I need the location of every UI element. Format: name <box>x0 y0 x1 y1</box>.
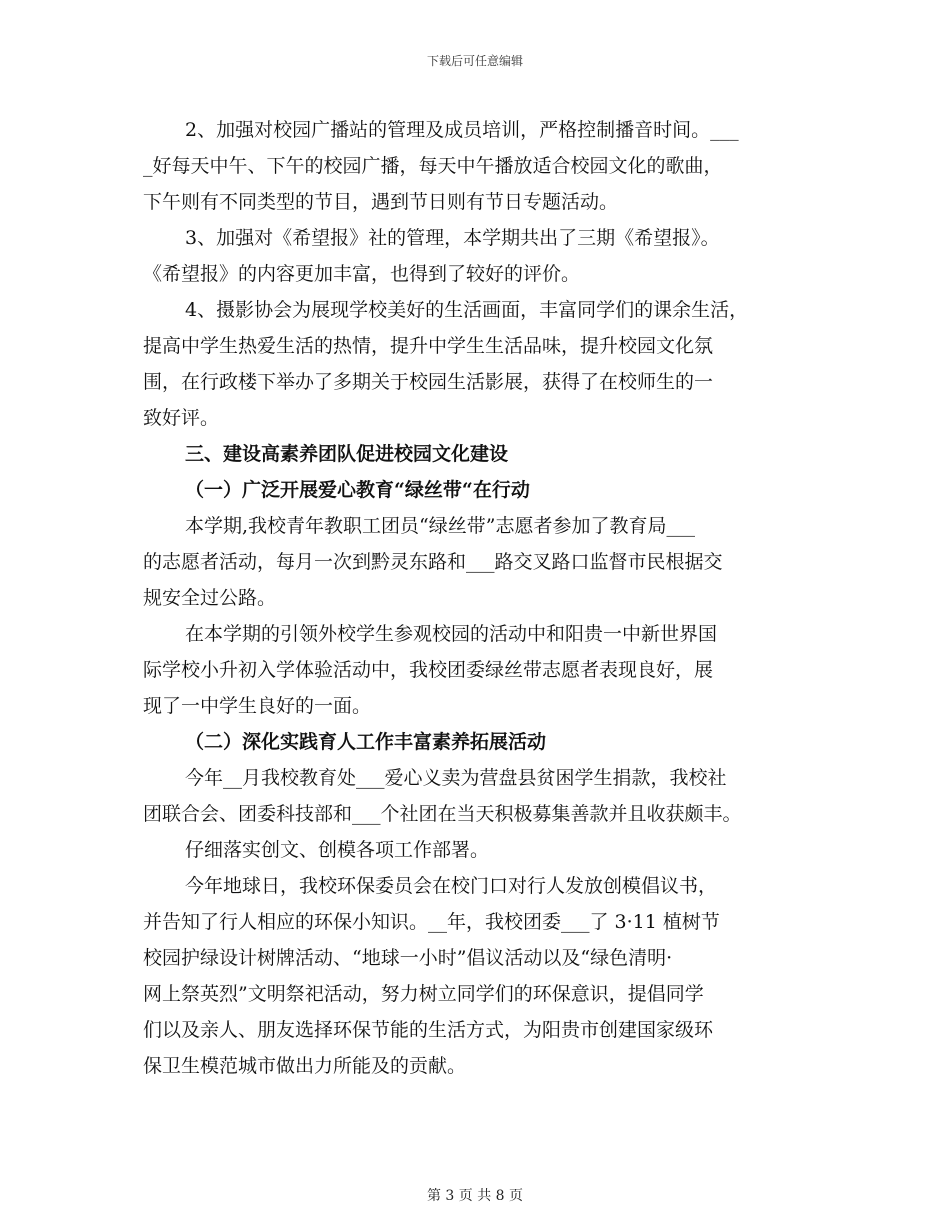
text-line: 团联合会、团委科技部和___个社团在当天积极募集善款并且收获颇丰。 <box>143 803 742 825</box>
text-line: 2、加强对校园广播站的管理及成员培训，严格控制播音时间。___ <box>185 119 739 141</box>
text-line: 致好评。 <box>143 407 220 429</box>
text-line: 下午则有不同类型的节目，遇到节日则有节日专题活动。 <box>143 191 619 213</box>
text-line: 保卫生模范城市做出力所能及的贡献。 <box>143 1055 467 1077</box>
text-line: 们以及亲人、朋友选择环保节能的生活方式，为阳贵市创建国家级环 <box>143 1019 714 1041</box>
text-line: 本学期,我校青年教职工团员“绿丝带”志愿者参加了教育局___ <box>185 515 695 537</box>
text-line: 今年地球日，我校环保委员会在校门口对行人发放创模倡议书， <box>185 875 718 897</box>
text-line: 并告知了行人相应的环保小知识。__年，我校团委___了 3·11 植树节 <box>143 911 720 933</box>
text-line: 今年__月我校教育处___爱心义卖为营盘县贫困学生捐款，我校社 <box>185 767 727 789</box>
text-line: 现了一中学生良好的一面。 <box>143 695 372 717</box>
text-line: 在本学期的引领外校学生参观校园的活动中和阳贵一中新世界国 <box>185 623 718 645</box>
text-line: 3、加强对《希望报》社的管理，本学期共出了三期《希望报》。 <box>185 227 720 249</box>
text-line: 4、摄影协会为展现学校美好的生活画面，丰富同学们的课余生活， <box>185 299 749 321</box>
text-line: 规安全过公路。 <box>143 587 277 609</box>
text-line: 网上祭英烈”文明祭祀活动，努力树立同学们的环保意识，提倡同学 <box>143 983 704 1005</box>
subsection-heading: （二）深化实践育人工作丰富素养拓展活动 <box>185 731 547 753</box>
page-footer: 第 3 页 共 8 页 <box>426 1188 524 1204</box>
text-line: 校园护绿设计树牌活动、“地球一小时”倡议活动以及“绿色清明· <box>143 947 673 969</box>
text-line: 仔细落实创文、创模各项工作部署。 <box>185 839 490 861</box>
text-line: _好每天中午、下午的校园广播，每天中午播放适合校园文化的歌曲， <box>143 155 723 177</box>
text-line: 际学校小升初入学体验活动中，我校团委绿丝带志愿者表现良好，展 <box>143 659 714 681</box>
text-line: 围，在行政楼下举办了多期关于校园生活影展，获得了在校师生的一 <box>143 371 714 393</box>
subsection-heading: （一）广泛开展爱心教育“绿丝带“在行动 <box>185 479 530 501</box>
text-line: 《希望报》的内容更加丰富，也得到了较好的评价。 <box>143 263 581 285</box>
page-header: 下载后可任意编辑 <box>426 54 523 68</box>
document-body <box>143 112 833 1084</box>
text-line: 的志愿者活动，每月一次到黔灵东路和___路交叉路口监督市民根据交 <box>143 551 723 573</box>
section-heading: 三、建设高素养团队促进校园文化建设 <box>185 443 509 465</box>
text-line: 提高中学生热爱生活的热情，提升中学生生活品味，提升校园文化氛 <box>143 335 714 357</box>
